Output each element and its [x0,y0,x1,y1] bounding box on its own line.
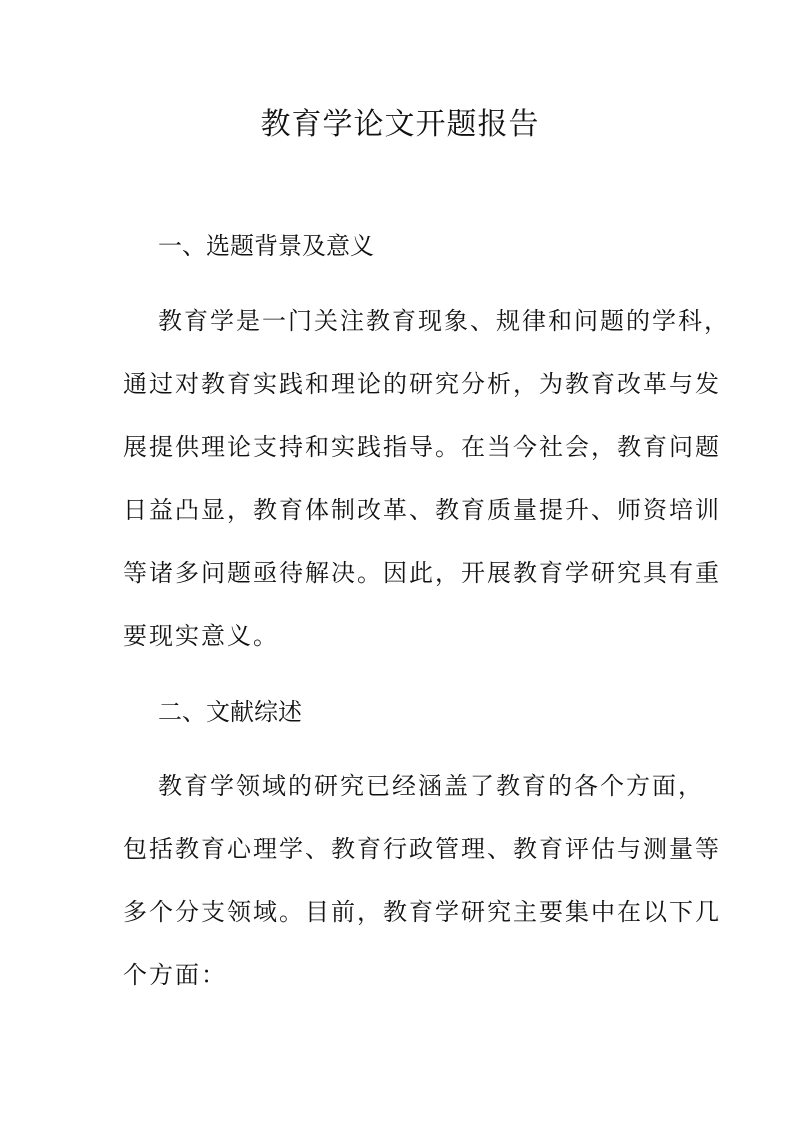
paragraph-line: 教育学领域的研究已经涵盖了教育的各个方面， [158,772,704,800]
paragraph-background [123,290,730,668]
paragraph-line: 要现实意义。 [123,622,279,650]
section-heading-literature-review: 二、文献综述 [158,698,302,726]
paragraph-line: 个方面： [123,961,227,989]
section-heading-background: 一、选题背景及意义 [158,232,374,260]
paragraph-line: 多个分支领域。目前，教育学研究主要集中在以下几 [123,898,721,926]
paragraph-line: 等诸多问题亟待解决。因此，开展教育学研究具有重 [123,559,721,587]
document-title: 教育学论文开题报告 [260,107,540,142]
paragraph-line: 教育学是一门关注教育现象、规律和问题的学科， [158,307,730,335]
paragraph-line: 通过对教育实践和理论的研究分析，为教育改革与发 [123,370,721,398]
paragraph-line: 日益凸显，教育体制改革、教育质量提升、师资培训 [123,496,721,524]
paragraph-line: 包括教育心理学、教育行政管理、教育评估与测量等 [123,835,721,863]
paragraph-line: 展提供理论支持和实践指导。在当今社会，教育问题 [123,433,721,461]
paragraph-literature-review [123,755,721,1007]
